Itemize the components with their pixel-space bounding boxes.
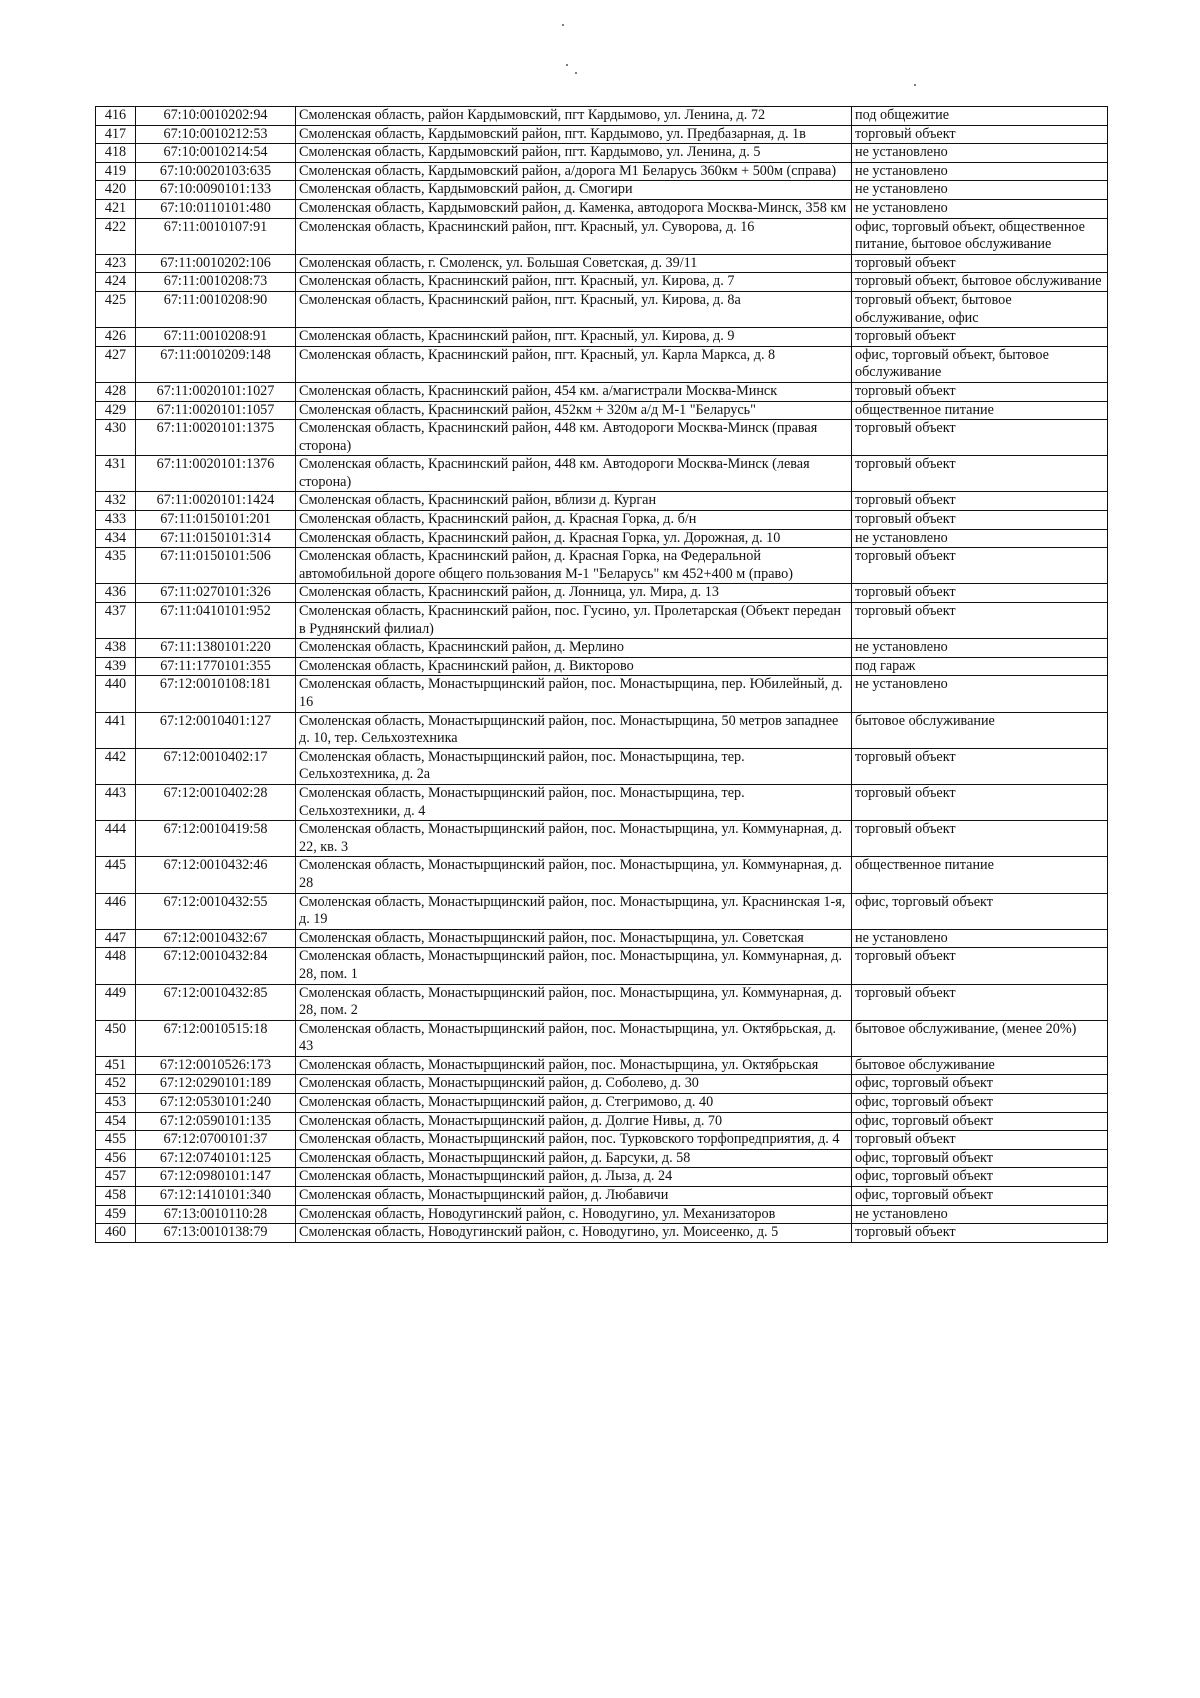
usage-cell: офис, торговый объект (852, 1112, 1108, 1131)
table-row (96, 125, 1108, 144)
usage-cell: торговый объект (852, 492, 1108, 511)
row-number-cell: 433 (96, 511, 136, 530)
usage-cell: не установлено (852, 929, 1108, 948)
address-cell: Смоленская область, Кардымовский район, а/дорога М1 Беларусь 360км + 500м (справа) (296, 162, 852, 181)
table-row (96, 821, 1108, 857)
row-number-cell: 454 (96, 1112, 136, 1131)
usage-cell: торговый объект (852, 748, 1108, 784)
cadastral-number-cell: 67:11:0020101:1027 (136, 382, 296, 401)
address-cell: Смоленская область, Монастырщинский район, пос. Монастырщина, ул. Советская (296, 929, 852, 948)
row-number-cell: 445 (96, 857, 136, 893)
table-row (96, 218, 1108, 254)
cadastral-number-cell: 67:11:0410101:952 (136, 603, 296, 639)
address-cell: Смоленская область, Краснинский район, пгт. Красный, ул. Кирова, д. 7 (296, 273, 852, 292)
usage-cell: офис, торговый объект (852, 1149, 1108, 1168)
row-number-cell: 417 (96, 125, 136, 144)
registry-body (96, 107, 1108, 1243)
cadastral-number-cell: 67:10:0110101:480 (136, 199, 296, 218)
cadastral-number-cell: 67:12:0010432:55 (136, 893, 296, 929)
cadastral-number-cell: 67:11:0010107:91 (136, 218, 296, 254)
usage-cell: не установлено (852, 529, 1108, 548)
table-row (96, 107, 1108, 126)
address-cell: Смоленская область, Краснинский район, пгт. Красный, ул. Карла Маркса, д. 8 (296, 346, 852, 382)
usage-cell: торговый объект (852, 603, 1108, 639)
address-cell: Смоленская область, Кардымовский район, пгт. Кардымово, ул. Предбазарная, д. 1в (296, 125, 852, 144)
row-number-cell: 458 (96, 1187, 136, 1206)
table-row (96, 712, 1108, 748)
usage-cell: торговый объект (852, 420, 1108, 456)
row-number-cell: 431 (96, 456, 136, 492)
address-cell: Смоленская область, Монастырщинский район, пос. Монастырщина, ул. Коммунарная, д. 22, кв. 3 (296, 821, 852, 857)
property-registry-table (95, 106, 1108, 1243)
table-row (96, 401, 1108, 420)
usage-cell: торговый объект (852, 511, 1108, 530)
cadastral-number-cell: 67:12:0010432:84 (136, 948, 296, 984)
row-number-cell: 418 (96, 144, 136, 163)
cadastral-number-cell: 67:12:0700101:37 (136, 1131, 296, 1150)
row-number-cell: 429 (96, 401, 136, 420)
address-cell: Смоленская область, Монастырщинский район, д. Барсуки, д. 58 (296, 1149, 852, 1168)
usage-cell: торговый объект, бытовое обслуживание (852, 273, 1108, 292)
row-number-cell: 444 (96, 821, 136, 857)
address-cell: Смоленская область, Краснинский район, д. Лонница, ул. Мира, д. 13 (296, 584, 852, 603)
usage-cell: общественное питание (852, 857, 1108, 893)
cadastral-number-cell: 67:11:0020101:1057 (136, 401, 296, 420)
table-row (96, 492, 1108, 511)
address-cell: Смоленская область, Краснинский район, 448 км. Автодороги Москва-Минск (правая сторона) (296, 420, 852, 456)
usage-cell: офис, торговый объект (852, 893, 1108, 929)
row-number-cell: 453 (96, 1094, 136, 1113)
cadastral-number-cell: 67:11:0010208:90 (136, 291, 296, 327)
cadastral-number-cell: 67:12:0290101:189 (136, 1075, 296, 1094)
table-row (96, 893, 1108, 929)
table-row (96, 948, 1108, 984)
usage-cell: торговый объект (852, 125, 1108, 144)
usage-cell: торговый объект (852, 254, 1108, 273)
usage-cell: бытовое обслуживание (852, 712, 1108, 748)
row-number-cell: 416 (96, 107, 136, 126)
address-cell: Смоленская область, Монастырщинский район, пос. Монастырщина, ул. Октябрьская (296, 1056, 852, 1075)
cadastral-number-cell: 67:10:0010212:53 (136, 125, 296, 144)
cadastral-number-cell: 67:11:0150101:506 (136, 548, 296, 584)
table-row (96, 273, 1108, 292)
row-number-cell: 428 (96, 382, 136, 401)
table-row (96, 929, 1108, 948)
cadastral-number-cell: 67:12:0590101:135 (136, 1112, 296, 1131)
usage-cell: не установлено (852, 676, 1108, 712)
address-cell: Смоленская область, Монастырщинский район, пос. Монастырщина, ул. Коммунарная, д. 28, пом. 1 (296, 948, 852, 984)
table-row (96, 1056, 1108, 1075)
table-row (96, 784, 1108, 820)
usage-cell: офис, торговый объект (852, 1094, 1108, 1113)
table-row (96, 199, 1108, 218)
row-number-cell: 420 (96, 181, 136, 200)
cadastral-number-cell: 67:12:0010432:67 (136, 929, 296, 948)
cadastral-number-cell: 67:11:1770101:355 (136, 657, 296, 676)
table-row (96, 254, 1108, 273)
row-number-cell: 419 (96, 162, 136, 181)
table-row (96, 584, 1108, 603)
usage-cell: бытовое обслуживание (852, 1056, 1108, 1075)
cadastral-number-cell: 67:12:0010108:181 (136, 676, 296, 712)
cadastral-number-cell: 67:12:0530101:240 (136, 1094, 296, 1113)
address-cell: Смоленская область, Краснинский район, вблизи д. Курган (296, 492, 852, 511)
scan-speck (562, 24, 564, 26)
cadastral-number-cell: 67:11:0020101:1376 (136, 456, 296, 492)
usage-cell: офис, торговый объект, общественное питание, бытовое обслуживание (852, 218, 1108, 254)
usage-cell: торговый объект (852, 784, 1108, 820)
scan-speck (575, 72, 577, 74)
address-cell: Смоленская область, Кардымовский район, д. Каменка, автодорога Москва-Минск, 358 км (296, 199, 852, 218)
row-number-cell: 436 (96, 584, 136, 603)
scan-speck (914, 84, 916, 86)
row-number-cell: 443 (96, 784, 136, 820)
row-number-cell: 456 (96, 1149, 136, 1168)
cadastral-number-cell: 67:12:0740101:125 (136, 1149, 296, 1168)
row-number-cell: 439 (96, 657, 136, 676)
table-row (96, 1205, 1108, 1224)
usage-cell: не установлено (852, 181, 1108, 200)
address-cell: Смоленская область, Краснинский район, д. Викторово (296, 657, 852, 676)
address-cell: Смоленская область, Монастырщинский район, пос. Монастырщина, пер. Юбилейный, д. 16 (296, 676, 852, 712)
row-number-cell: 435 (96, 548, 136, 584)
address-cell: Смоленская область, Монастырщинский район, д. Стегримово, д. 40 (296, 1094, 852, 1113)
cadastral-number-cell: 67:11:0020101:1424 (136, 492, 296, 511)
usage-cell: торговый объект (852, 548, 1108, 584)
cadastral-number-cell: 67:11:0010202:106 (136, 254, 296, 273)
table-row (96, 1020, 1108, 1056)
table-row (96, 1131, 1108, 1150)
table-row (96, 328, 1108, 347)
address-cell: Смоленская область, Монастырщинский район, д. Лыза, д. 24 (296, 1168, 852, 1187)
address-cell: Смоленская область, Монастырщинский район, пос. Монастырщина, тер. Сельхозтехника, д. 2а (296, 748, 852, 784)
row-number-cell: 452 (96, 1075, 136, 1094)
address-cell: Смоленская область, Кардымовский район, д. Смогири (296, 181, 852, 200)
table-row (96, 1224, 1108, 1243)
cadastral-number-cell: 67:11:0010208:73 (136, 273, 296, 292)
usage-cell: торговый объект (852, 328, 1108, 347)
row-number-cell: 423 (96, 254, 136, 273)
row-number-cell: 432 (96, 492, 136, 511)
row-number-cell: 450 (96, 1020, 136, 1056)
row-number-cell: 459 (96, 1205, 136, 1224)
usage-cell: торговый объект (852, 1224, 1108, 1243)
table-row (96, 548, 1108, 584)
cadastral-number-cell: 67:12:0010432:46 (136, 857, 296, 893)
table-row (96, 346, 1108, 382)
table-row (96, 748, 1108, 784)
address-cell: Смоленская область, Монастырщинский район, пос. Турковского торфопредприятия, д. 4 (296, 1131, 852, 1150)
address-cell: Смоленская область, Краснинский район, 454 км. а/магистрали Москва-Минск (296, 382, 852, 401)
address-cell: Смоленская область, Новодугинский район, с. Новодугино, ул. Моисеенко, д. 5 (296, 1224, 852, 1243)
usage-cell: под общежитие (852, 107, 1108, 126)
cadastral-number-cell: 67:12:0010419:58 (136, 821, 296, 857)
row-number-cell: 446 (96, 893, 136, 929)
table-row (96, 291, 1108, 327)
usage-cell: офис, торговый объект (852, 1075, 1108, 1094)
address-cell: Смоленская область, Краснинский район, 448 км. Автодороги Москва-Минск (левая сторона) (296, 456, 852, 492)
cadastral-number-cell: 67:10:0020103:635 (136, 162, 296, 181)
address-cell: Смоленская область, Краснинский район, пос. Гусино, ул. Пролетарская (Объект передан в Руднянский филиал) (296, 603, 852, 639)
address-cell: Смоленская область, Краснинский район, д. Красная Горка, на Федеральной автомобильной дороге общего пользования М-1 "Беларусь" км 452+400 м (право) (296, 548, 852, 584)
row-number-cell: 425 (96, 291, 136, 327)
row-number-cell: 422 (96, 218, 136, 254)
row-number-cell: 427 (96, 346, 136, 382)
cadastral-number-cell: 67:11:1380101:220 (136, 639, 296, 658)
address-cell: Смоленская область, Краснинский район, пгт. Красный, ул. Суворова, д. 16 (296, 218, 852, 254)
cadastral-number-cell: 67:12:0980101:147 (136, 1168, 296, 1187)
table-row (96, 420, 1108, 456)
row-number-cell: 421 (96, 199, 136, 218)
row-number-cell: 451 (96, 1056, 136, 1075)
cadastral-number-cell: 67:12:0010402:17 (136, 748, 296, 784)
usage-cell: общественное питание (852, 401, 1108, 420)
table-row (96, 1075, 1108, 1094)
table-row (96, 162, 1108, 181)
table-row (96, 529, 1108, 548)
cadastral-number-cell: 67:11:0150101:314 (136, 529, 296, 548)
address-cell: Смоленская область, Краснинский район, 452км + 320м а/д М-1 "Беларусь" (296, 401, 852, 420)
usage-cell: бытовое обслуживание, (менее 20%) (852, 1020, 1108, 1056)
address-cell: Смоленская область, Кардымовский район, пгт. Кардымово, ул. Ленина, д. 5 (296, 144, 852, 163)
row-number-cell: 448 (96, 948, 136, 984)
row-number-cell: 457 (96, 1168, 136, 1187)
address-cell: Смоленская область, Монастырщинский район, д. Любавичи (296, 1187, 852, 1206)
usage-cell: торговый объект, бытовое обслуживание, офис (852, 291, 1108, 327)
usage-cell: торговый объект (852, 948, 1108, 984)
row-number-cell: 426 (96, 328, 136, 347)
usage-cell: офис, торговый объект (852, 1187, 1108, 1206)
table-row (96, 1112, 1108, 1131)
table-row (96, 1094, 1108, 1113)
cadastral-number-cell: 67:13:0010138:79 (136, 1224, 296, 1243)
address-cell: Смоленская область, г. Смоленск, ул. Большая Советская, д. 39/11 (296, 254, 852, 273)
table-row (96, 603, 1108, 639)
table-row (96, 984, 1108, 1020)
address-cell: Смоленская область, Монастырщинский район, пос. Монастырщина, ул. Коммунарная, д. 28, пом. 2 (296, 984, 852, 1020)
row-number-cell: 447 (96, 929, 136, 948)
table-row (96, 144, 1108, 163)
table-row (96, 1168, 1108, 1187)
address-cell: Смоленская область, Монастырщинский район, пос. Монастырщина, ул. Коммунарная, д. 28 (296, 857, 852, 893)
row-number-cell: 424 (96, 273, 136, 292)
table-row (96, 511, 1108, 530)
cadastral-number-cell: 67:12:0010515:18 (136, 1020, 296, 1056)
cadastral-number-cell: 67:11:0010208:91 (136, 328, 296, 347)
row-number-cell: 455 (96, 1131, 136, 1150)
table-row (96, 181, 1108, 200)
address-cell: Смоленская область, Краснинский район, пгт. Красный, ул. Кирова, д. 8а (296, 291, 852, 327)
cadastral-number-cell: 67:10:0010202:94 (136, 107, 296, 126)
row-number-cell: 430 (96, 420, 136, 456)
usage-cell: офис, торговый объект (852, 1168, 1108, 1187)
address-cell: Смоленская область, Краснинский район, пгт. Красный, ул. Кирова, д. 9 (296, 328, 852, 347)
address-cell: Смоленская область, Монастырщинский район, пос. Монастырщина, 50 метров западнее д. 10, тер. Сельхозтехника (296, 712, 852, 748)
row-number-cell: 442 (96, 748, 136, 784)
address-cell: Смоленская область, район Кардымовский, пгт Кардымово, ул. Ленина, д. 72 (296, 107, 852, 126)
usage-cell: торговый объект (852, 456, 1108, 492)
address-cell: Смоленская область, Краснинский район, д. Мерлино (296, 639, 852, 658)
cadastral-number-cell: 67:11:0020101:1375 (136, 420, 296, 456)
address-cell: Смоленская область, Монастырщинский район, пос. Монастырщина, тер. Сельхозтехники, д. 4 (296, 784, 852, 820)
row-number-cell: 434 (96, 529, 136, 548)
table-row (96, 456, 1108, 492)
cadastral-number-cell: 67:11:0150101:201 (136, 511, 296, 530)
table-row (96, 382, 1108, 401)
usage-cell: не установлено (852, 162, 1108, 181)
address-cell: Смоленская область, Новодугинский район, с. Новодугино, ул. Механизаторов (296, 1205, 852, 1224)
row-number-cell: 460 (96, 1224, 136, 1243)
table-row (96, 657, 1108, 676)
cadastral-number-cell: 67:12:1410101:340 (136, 1187, 296, 1206)
address-cell: Смоленская область, Монастырщинский район, д. Соболево, д. 30 (296, 1075, 852, 1094)
cadastral-number-cell: 67:11:0010209:148 (136, 346, 296, 382)
cadastral-number-cell: 67:10:0010214:54 (136, 144, 296, 163)
address-cell: Смоленская область, Краснинский район, д. Красная Горка, д. б/н (296, 511, 852, 530)
row-number-cell: 449 (96, 984, 136, 1020)
row-number-cell: 441 (96, 712, 136, 748)
usage-cell: торговый объект (852, 584, 1108, 603)
cadastral-number-cell: 67:12:0010402:28 (136, 784, 296, 820)
table-row (96, 857, 1108, 893)
usage-cell: торговый объект (852, 1131, 1108, 1150)
usage-cell: торговый объект (852, 382, 1108, 401)
table-row (96, 1149, 1108, 1168)
usage-cell: торговый объект (852, 821, 1108, 857)
usage-cell: офис, торговый объект, бытовое обслуживание (852, 346, 1108, 382)
usage-cell: не установлено (852, 199, 1108, 218)
cadastral-number-cell: 67:11:0270101:326 (136, 584, 296, 603)
cadastral-number-cell: 67:13:0010110:28 (136, 1205, 296, 1224)
table-row (96, 639, 1108, 658)
usage-cell: не установлено (852, 1205, 1108, 1224)
table-row (96, 676, 1108, 712)
address-cell: Смоленская область, Краснинский район, д. Красная Горка, ул. Дорожная, д. 10 (296, 529, 852, 548)
usage-cell: не установлено (852, 144, 1108, 163)
usage-cell: не установлено (852, 639, 1108, 658)
scan-speck (566, 64, 568, 66)
row-number-cell: 437 (96, 603, 136, 639)
usage-cell: торговый объект (852, 984, 1108, 1020)
table-row (96, 1187, 1108, 1206)
usage-cell: под гараж (852, 657, 1108, 676)
address-cell: Смоленская область, Монастырщинский район, пос. Монастырщина, ул. Краснинская 1-я, д. 19 (296, 893, 852, 929)
cadastral-number-cell: 67:12:0010401:127 (136, 712, 296, 748)
cadastral-number-cell: 67:12:0010432:85 (136, 984, 296, 1020)
row-number-cell: 440 (96, 676, 136, 712)
row-number-cell: 438 (96, 639, 136, 658)
address-cell: Смоленская область, Монастырщинский район, пос. Монастырщина, ул. Октябрьская, д. 43 (296, 1020, 852, 1056)
address-cell: Смоленская область, Монастырщинский район, д. Долгие Нивы, д. 70 (296, 1112, 852, 1131)
cadastral-number-cell: 67:12:0010526:173 (136, 1056, 296, 1075)
cadastral-number-cell: 67:10:0090101:133 (136, 181, 296, 200)
